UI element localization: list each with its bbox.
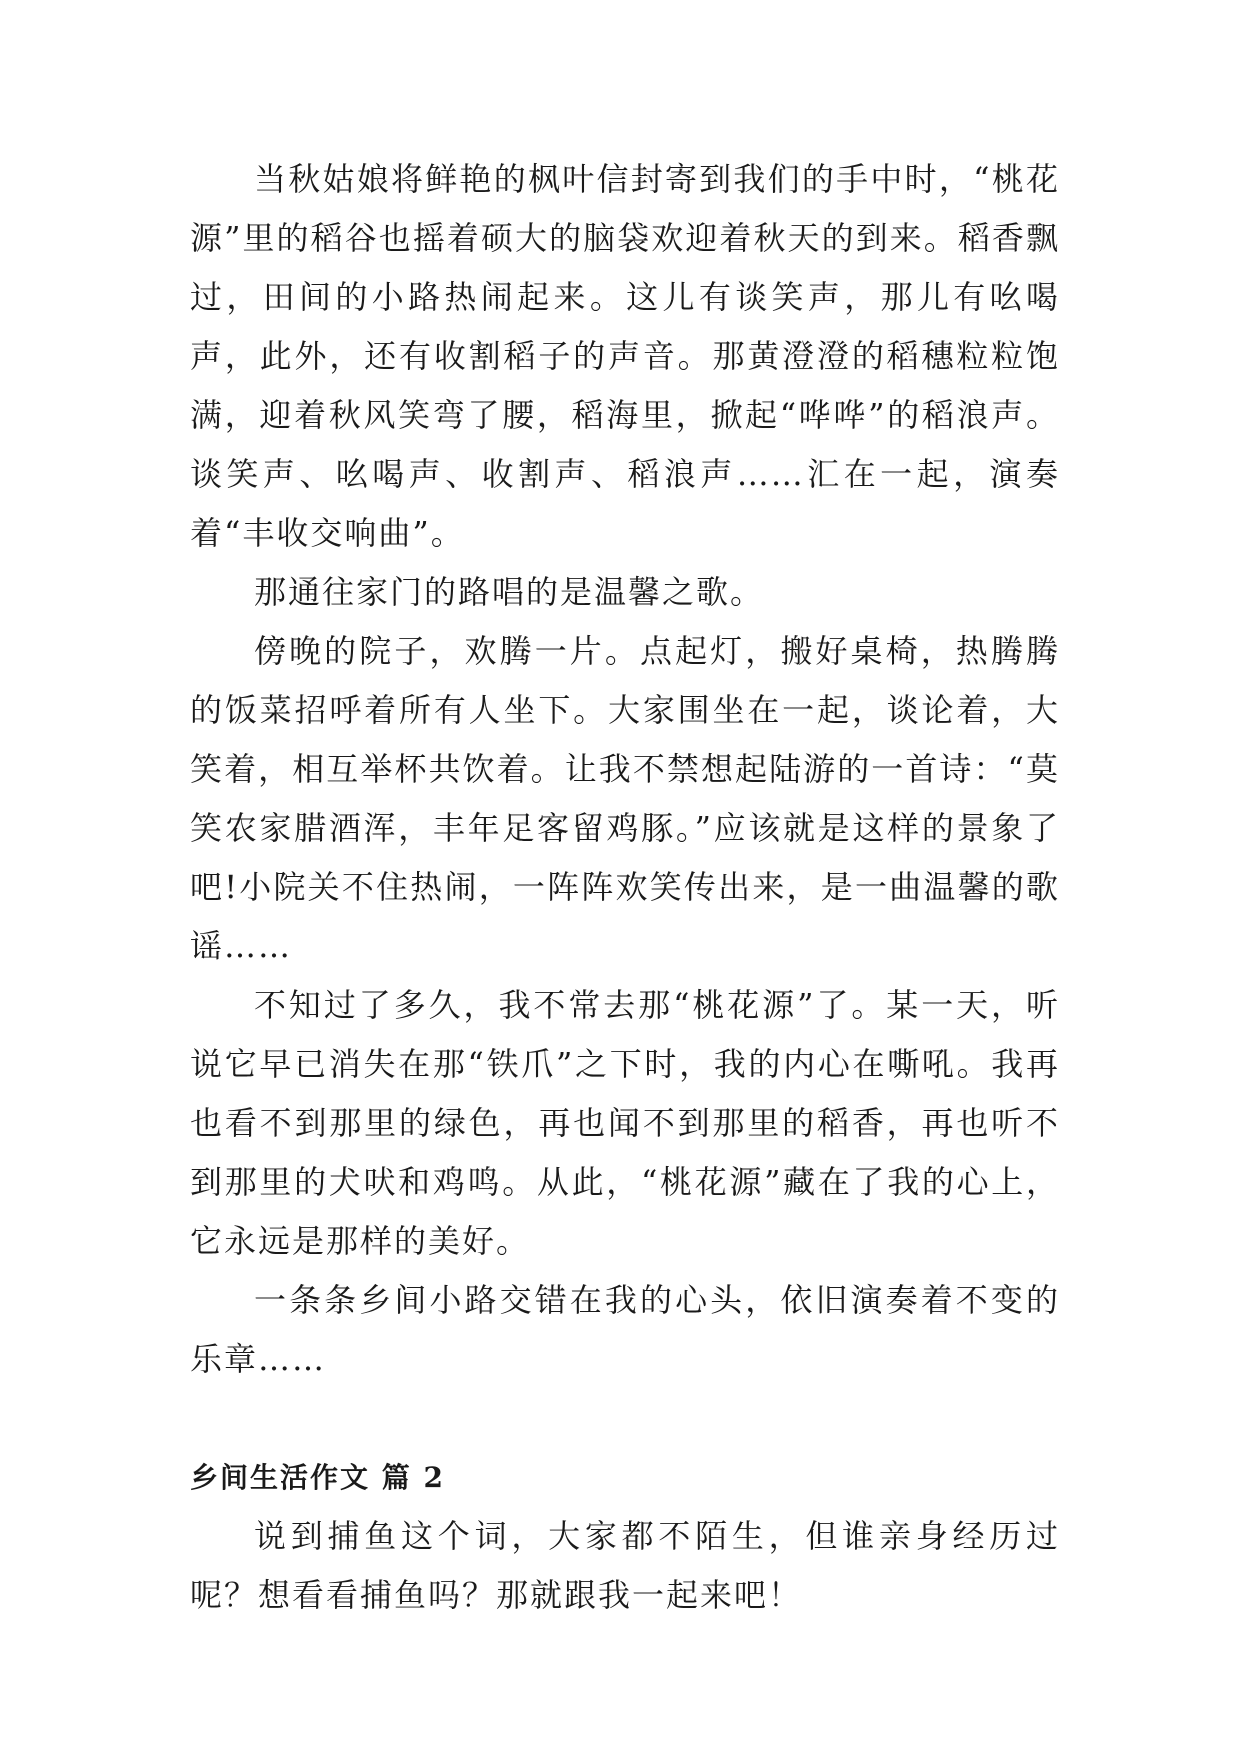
paragraph-evening-yard: 傍晚的院子，欢腾一片。点起灯，搬好桌椅，热腾腾的饭菜招呼着所有人坐下。大家围坐在一起，谈论着，大笑着，相互举杯共饮着。让我不禁想起陆游的一首诗：“莫笑农家腊酒浑，丰年足客留鸡豚。”应该就是这样的景象了吧!小院关不住热闹，一阵阵欢笑传出来，是一曲温馨的歌谣…… xyxy=(190,632,1060,965)
paragraph-lost-peach-garden: 不知过了多久，我不常去那“桃花源”了。某一天，听说它早已消失在那“铁爪”之下时，我的内心在嘶吼。我再也看不到那里的绿色，再也闻不到那里的稻香，再也听不到那里的犬吠和鸡鸣。从此，“桃花源”藏在了我的心上，它永远是那样的美好。 xyxy=(190,986,1060,1260)
paragraph-path-home: 那通往家门的路唱的是温馨之歌。 xyxy=(254,573,765,611)
section-heading: 乡间生活作文 篇 2 xyxy=(190,1461,445,1494)
document-body xyxy=(190,150,1060,1625)
paragraph-harvest: 当秋姑娘将鲜艳的枫叶信封寄到我们的手中时，“桃花源”里的稻谷也摇着硕大的脑袋欢迎着秋天的到来。稻香飘过，田间的小路热闹起来。这儿有谈笑声，那儿有吆喝声，此外，还有收割稻子的声音。那黄澄澄的稻穗粒粒饱满，迎着秋风笑弯了腰，稻海里，掀起“哗哗”的稻浪声。谈笑声、吆喝声、收割声、稻浪声……汇在一起，演奏着“丰收交响曲”。 xyxy=(190,160,1060,552)
paragraph-closing: 一条条乡间小路交错在我的心头，依旧演奏着不变的乐章…… xyxy=(190,1281,1060,1378)
paragraph-fishing-intro: 说到捕鱼这个词，大家都不陌生，但谁亲身经历过呢？想看看捕鱼吗？那就跟我一起来吧！ xyxy=(190,1517,1060,1614)
